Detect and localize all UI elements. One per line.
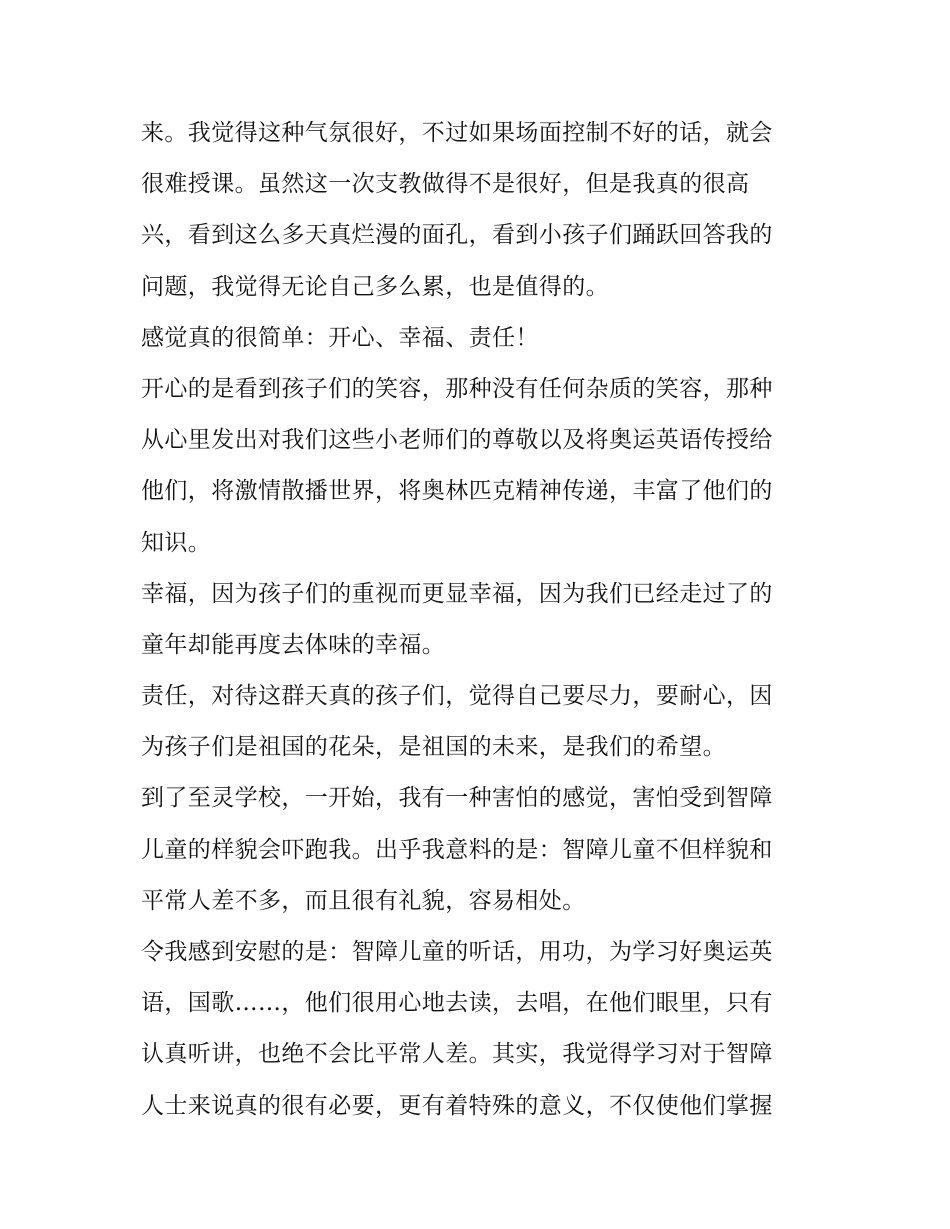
text-line: 知识。	[141, 529, 212, 556]
text-line: 幸福，因为孩子们的重视而更显幸福，因为我们已经走过了的	[141, 580, 773, 607]
text-line: 令我感到安慰的是：智障儿童的听话，用功，为学习好奥运英	[141, 939, 773, 965]
paragraph-3	[141, 364, 813, 569]
text-line: 他们，将激情散播世界，将奥林匹克精神传递，丰富了他们的	[141, 478, 773, 505]
paragraph-6	[141, 773, 813, 927]
text-line: 认真听讲，也绝不会比平常人差。其实，我觉得学习对于智障	[141, 1041, 773, 1068]
document-page	[141, 108, 813, 1132]
text-line: 感觉真的很简单：开心、幸福、责任！	[141, 324, 539, 351]
text-line: 语，国歌……，他们很用心地去读，去唱，在他们眼里，只有	[141, 990, 773, 1017]
text-line: 从心里发出对我们这些小老师们的尊敬以及将奥运英语传授给	[141, 427, 773, 454]
text-line: 到了至灵学校，一开始，我有一种害怕的感觉，害怕受到智障	[141, 785, 773, 812]
text-line: 童年却能再度去体味的幸福。	[141, 631, 446, 658]
text-line: 来。我觉得这种气氛很好，不过如果场面控制不好的话，就会	[141, 120, 773, 146]
paragraph-1	[141, 108, 813, 313]
paragraph-2	[141, 313, 813, 364]
text-line: 开心的是看到孩子们的笑容，那种没有任何杂质的笑容，那种	[141, 375, 773, 402]
text-line: 为孩子们是祖国的花朵，是祖国的未来，是我们的希望。	[141, 734, 726, 761]
paragraph-5	[141, 671, 813, 773]
text-line: 儿童的样貌会吓跑我。出乎我意料的是：智障儿童不但样貌和	[141, 836, 773, 863]
paragraph-4	[141, 569, 813, 671]
text-line: 平常人差不多，而且很有礼貌，容易相处。	[141, 887, 586, 914]
paragraph-7	[141, 927, 813, 1132]
text-line: 很难授课。虽然这一次支教做得不是很好，但是我真的很高	[141, 171, 750, 198]
text-line: 问题，我觉得无论自己多么累，也是值得的。	[141, 273, 609, 300]
text-line: 兴，看到这么多天真烂漫的面孔，看到小孩子们踊跃回答我的	[141, 222, 773, 249]
text-line: 人士来说真的很有必要，更有着特殊的意义，不仅使他们掌握	[141, 1092, 773, 1119]
text-line: 责任，对待这群天真的孩子们，觉得自己要尽力，要耐心，因	[141, 683, 773, 710]
